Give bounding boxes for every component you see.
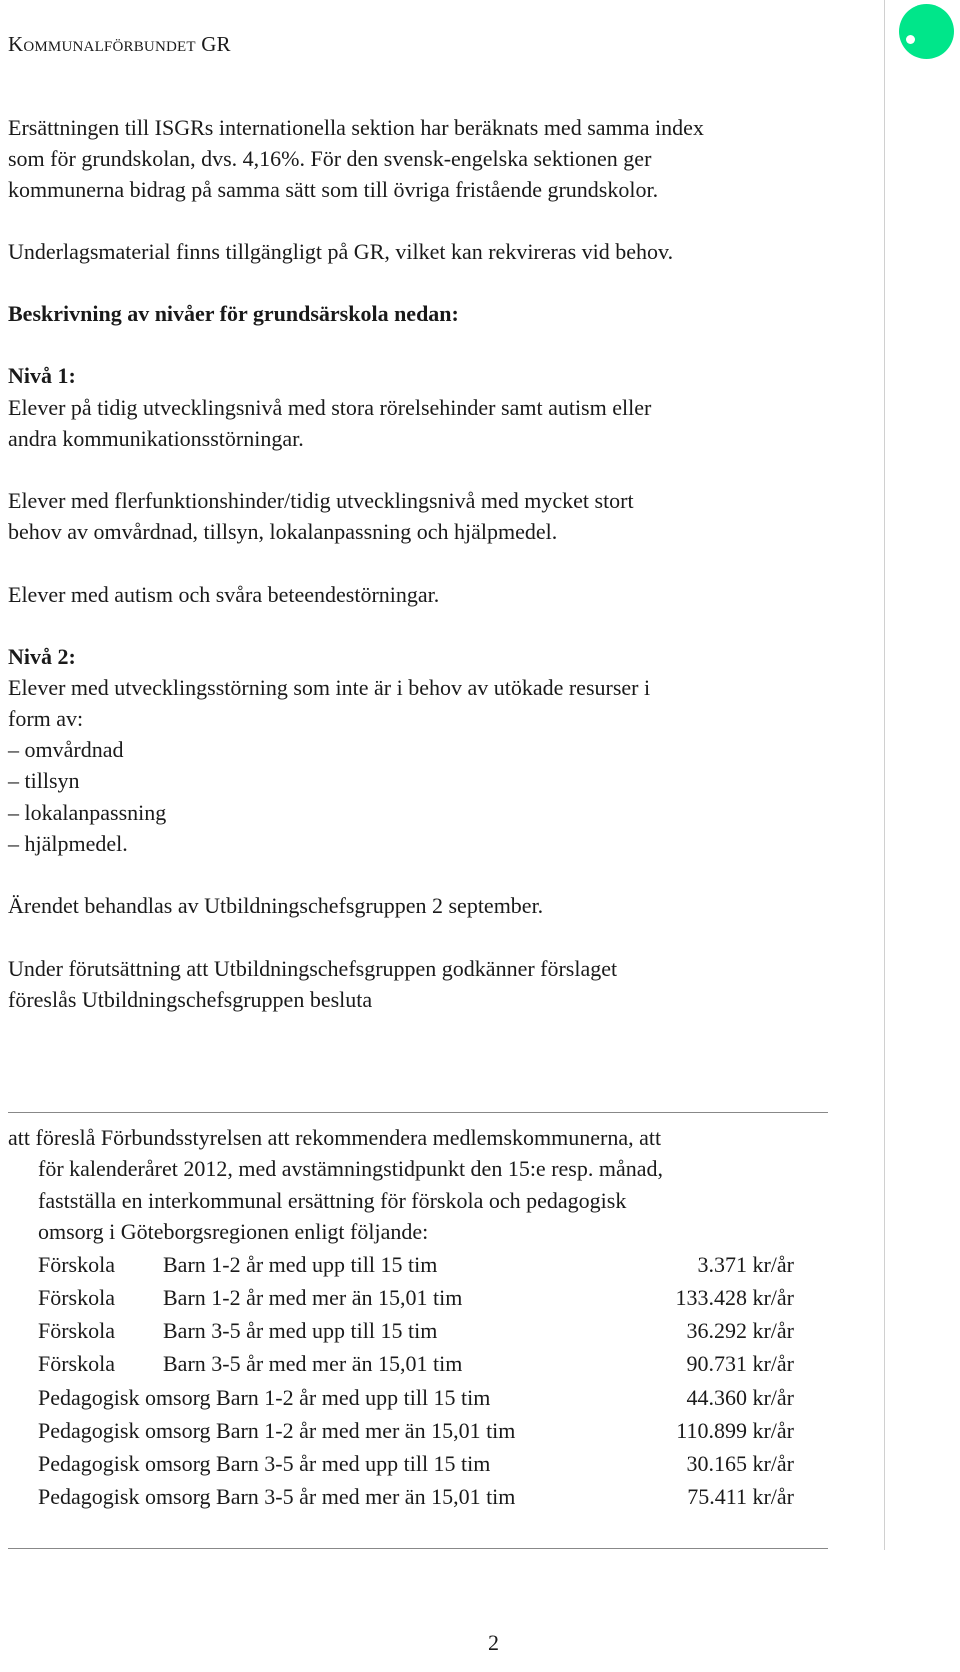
paragraph-line: Ärendet behandlas av Utbildningschefsgruppen 2 september. (8, 893, 544, 918)
page-number: 2 (488, 1630, 499, 1655)
list-item: – hjälpmedel. (8, 831, 128, 856)
row-category-desc (38, 1451, 490, 1476)
row-desc: Barn 1-2 år med upp till 15 tim (216, 1385, 491, 1410)
proposal-line: omsorg i Göteborgsregionen enligt följande: (38, 1219, 429, 1244)
proposal-line: fastställa en interkommunal ersättning för förskola och pedagogisk (38, 1188, 627, 1213)
row-category: Förskola (38, 1285, 115, 1310)
table-row (38, 1414, 794, 1447)
row-category-desc (38, 1385, 490, 1410)
org-header: Kommunalförbundet GR (8, 32, 231, 56)
row-amount: 75.411 kr/år (687, 1484, 794, 1509)
row-amount: 133.428 kr/år (675, 1285, 794, 1310)
list-item: – omvårdnad (8, 737, 124, 762)
row-amount: 90.731 kr/år (686, 1351, 794, 1376)
paragraph-line: Ersättningen till ISGRs internationella sektion har beräknats med samma index (8, 115, 704, 140)
paragraph-line: Elever med autism och svåra beteendestörningar. (8, 582, 440, 607)
gr-logo-dot (906, 35, 915, 44)
table-row (38, 1447, 794, 1480)
row-category: Pedagogisk omsorg (38, 1451, 211, 1476)
list-item: – lokalanpassning (8, 800, 167, 825)
row-category: Förskola (38, 1318, 115, 1343)
divider-bottom (8, 1548, 828, 1549)
row-desc: Barn 3-5 år med upp till 15 tim (163, 1318, 438, 1343)
paragraph-line: Elever med flerfunktionshinder/tidig utvecklingsnivå med mycket stort (8, 488, 634, 513)
paragraph-line: kommunerna bidrag på samma sätt som till övriga fristående grundskolor. (8, 177, 659, 202)
list-item: – tillsyn (8, 768, 80, 793)
row-desc: Barn 3-5 år med mer än 15,01 tim (216, 1484, 516, 1509)
divider-top (8, 1112, 828, 1113)
paragraph-line: behov av omvårdnad, tillsyn, lokalanpassning och hjälpmedel. (8, 519, 558, 544)
paragraph-line: föreslås Utbildningschefsgruppen besluta (8, 987, 373, 1012)
row-category-desc (38, 1484, 515, 1509)
niva1-heading: Nivå 1: (8, 363, 76, 388)
row-desc: Barn 1-2 år med mer än 15,01 tim (216, 1418, 516, 1443)
niva2-heading: Nivå 2: (8, 644, 76, 669)
table-row (38, 1480, 794, 1513)
row-desc: Barn 3-5 år med mer än 15,01 tim (163, 1351, 463, 1376)
margin-line (884, 0, 885, 1550)
row-amount: 3.371 kr/år (697, 1252, 794, 1277)
row-amount: 36.292 kr/år (686, 1318, 794, 1343)
paragraph-line: Underlagsmaterial finns tillgängligt på GR, vilket kan rekvireras vid behov. (8, 239, 674, 264)
paragraph-line: andra kommunikationsstörningar. (8, 426, 304, 451)
paragraph-line: som för grundskolan, dvs. 4,16%. För den svensk-engelska sektionen ger (8, 146, 652, 171)
row-category: Förskola (38, 1252, 115, 1277)
row-amount: 110.899 kr/år (676, 1418, 794, 1443)
row-category: Förskola (38, 1351, 115, 1376)
gr-logo (899, 4, 954, 59)
section-heading: Beskrivning av nivåer för grundsärskola nedan: (8, 301, 459, 326)
proposal-line: för kalenderåret 2012, med avstämningstidpunkt den 15:e resp. månad, (38, 1156, 663, 1181)
row-desc: Barn 1-2 år med mer än 15,01 tim (163, 1285, 463, 1310)
paragraph-line: Elever med utvecklingsstörning som inte är i behov av utökade resurser i (8, 675, 651, 700)
paragraph-line: form av: (8, 706, 84, 731)
proposal-line: att föreslå Förbundsstyrelsen att rekommendera medlemskommunerna, att (8, 1125, 662, 1150)
row-desc: Barn 1-2 år med upp till 15 tim (163, 1252, 438, 1277)
row-category: Pedagogisk omsorg (38, 1418, 211, 1443)
row-desc: Barn 3-5 år med upp till 15 tim (216, 1451, 491, 1476)
table-row (38, 1381, 794, 1414)
row-amount: 44.360 kr/år (686, 1385, 794, 1410)
row-amount: 30.165 kr/år (686, 1451, 794, 1476)
row-category: Pedagogisk omsorg (38, 1385, 211, 1410)
row-category: Pedagogisk omsorg (38, 1484, 211, 1509)
paragraph-line: Elever på tidig utvecklingsnivå med stora rörelsehinder samt autism eller (8, 395, 652, 420)
paragraph-line: Under förutsättning att Utbildningschefsgruppen godkänner förslaget (8, 956, 618, 981)
row-category-desc (38, 1418, 515, 1443)
